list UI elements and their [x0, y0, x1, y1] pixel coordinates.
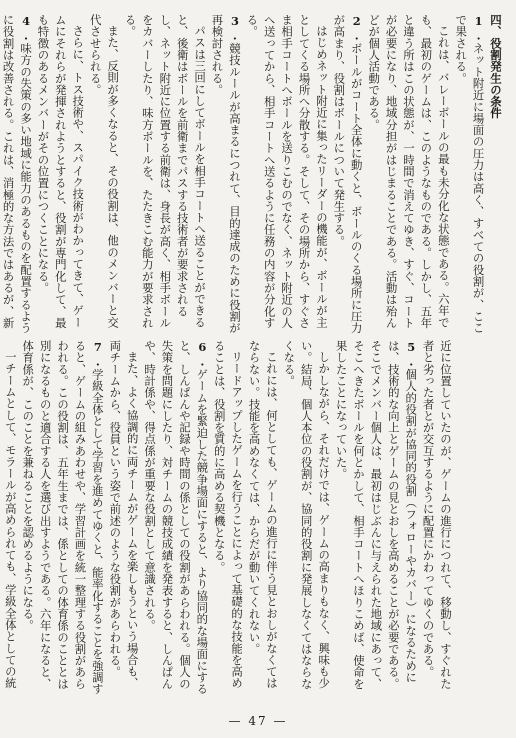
paragraph-2: 2.ボールがコート全体に動くと、ボールのくる場所に圧力が高まり、役割はボールについて発生する。 — [332, 14, 364, 334]
paragraph-5: 5.個人的役割が協同的役割（フォローやカバー）になるためには、技術的な向上とゲームの見とおしを高めることが必要である。そこでメンバー個人は、最初はじぶんに与えられた地域にあって、そこへきたボールを何とかして、相手コートへほりこめば、使命を果したことになっていた。 — [334, 340, 419, 690]
paragraph-6b: また、よく協調的に両チームがゲームを楽しもうという場合も、両チームから、役員という姿で前述のような役割があらわれる。 — [108, 340, 140, 690]
paragraph-3c: また、反則が多くなると、その役割は、他のメンバーと交代させられる。 — [88, 14, 121, 329]
paragraph-4c: 近に位置していたのが、ゲームの進行につれて、移動し、すぐれた者と劣った者とが交互するように配置にかわってゆくのである。 — [421, 340, 453, 690]
paragraph-3b: パスは三回にしてボールを相手コートへ送ることができると、後衛はボールを前衛までパスする技術者が要求されるし、ネット附近に位置する前衛は、身長が高く、相手ボールをカバーしたり、味方ボールを、たたきこむ能力が要求される。 — [123, 14, 208, 329]
paragraph-5d: リードアップしたゲームを行うことによって基礎的な技能を高めることは、役割を質的に高める契機となる。 — [212, 340, 245, 690]
section-heading: 四、役割発生の条件 — [489, 14, 503, 119]
item-number-3: 3. — [227, 14, 242, 43]
item-number-7: 7. — [90, 340, 105, 369]
item-number-1: 1. — [471, 14, 486, 43]
item-number-2: 2. — [349, 14, 364, 43]
paragraph-7b: 一チームとして、モラールが高められても、学級全体としての統 — [3, 351, 18, 690]
paragraph-7: 7.学級全体として学習を進めてゆくと、能率化することを強調すると、ゲームの組みあわせや、学習計画を統一整理する役割があらわれる。この役割は、五年生までは、係としての体育係のこととは別になるものと適合する人を選び出すようである。六年になると、体育係が、このことを兼ねることを認めるようになる。 — [21, 340, 105, 695]
paragraph-5c: これには、何としても、ゲームの進行に伴う見とおしがなくてはならない。技能を高めなくては、からだが動いてくれない。 — [247, 340, 279, 690]
paragraph-6: 6.ゲームを緊迫した競争場面にすると、より協同的な場面にすると、しんぱんや記録や時間の係としての役割があらわれる。個人の失策を問題にしたり、対チームの競技成績を発表すると、しんぱんや、時計係や、得点係が重要な役割として意識される。 — [143, 340, 210, 695]
paragraph-3d: さらに、トス技術や、スパイク技術がわかってきて、ゲームにそれらが発揮されようとすると、役割が専門化して、最も特徴のあるメンバーがその位置につくことになる。 — [36, 14, 86, 329]
item-number-6: 6. — [195, 340, 210, 369]
lower-text-block — [3, 340, 454, 695]
paragraph-1b: これは、バレーボールの最も未分化な状態である。六年でも、最初のゲームは、このようなものである。しかし、五年と違う所はこの状態が、一時間で消えてゆき、すぐ、コートが必要になり、地域分担がはじまることである。活動は殆んどが個人活動である。 — [367, 14, 451, 329]
item-number-4: 4. — [19, 14, 34, 43]
page-number: — 47 — — [228, 714, 288, 728]
paragraph-3: 3.競技ルールが高まるにつれて、目的達成のために役割が再検討される。 — [210, 14, 242, 334]
paragraph-2b: はじめネット附近に集ったリーダーの機能が、ボールが主としてくる場所へ分散する。そして、その場所から、すぐさま相手コートへボールを送りこむのでなく、ネット附近の人へ送ってから、相手コートへ送るように任務の内容が分化する。 — [245, 14, 329, 329]
paragraph-1: 1.ネット附近に場面の圧力は高く、すべての役割が、ここで果される。 — [454, 14, 486, 334]
paragraph-5b: しかしながら、それだけでは、ゲームの高まりもなく、興味も少い。結局、個人本位の役割が、協同的役割に発展しなくてはならなくなる。 — [282, 340, 332, 690]
item-number-5: 5. — [404, 340, 419, 369]
upper-text-block — [1, 14, 504, 336]
paragraph-4: 4.味方の失策の多い地域に能力のあるものを配置するように役割は改善される。これは、消極的な方法ではあるが、新 — [1, 14, 34, 334]
